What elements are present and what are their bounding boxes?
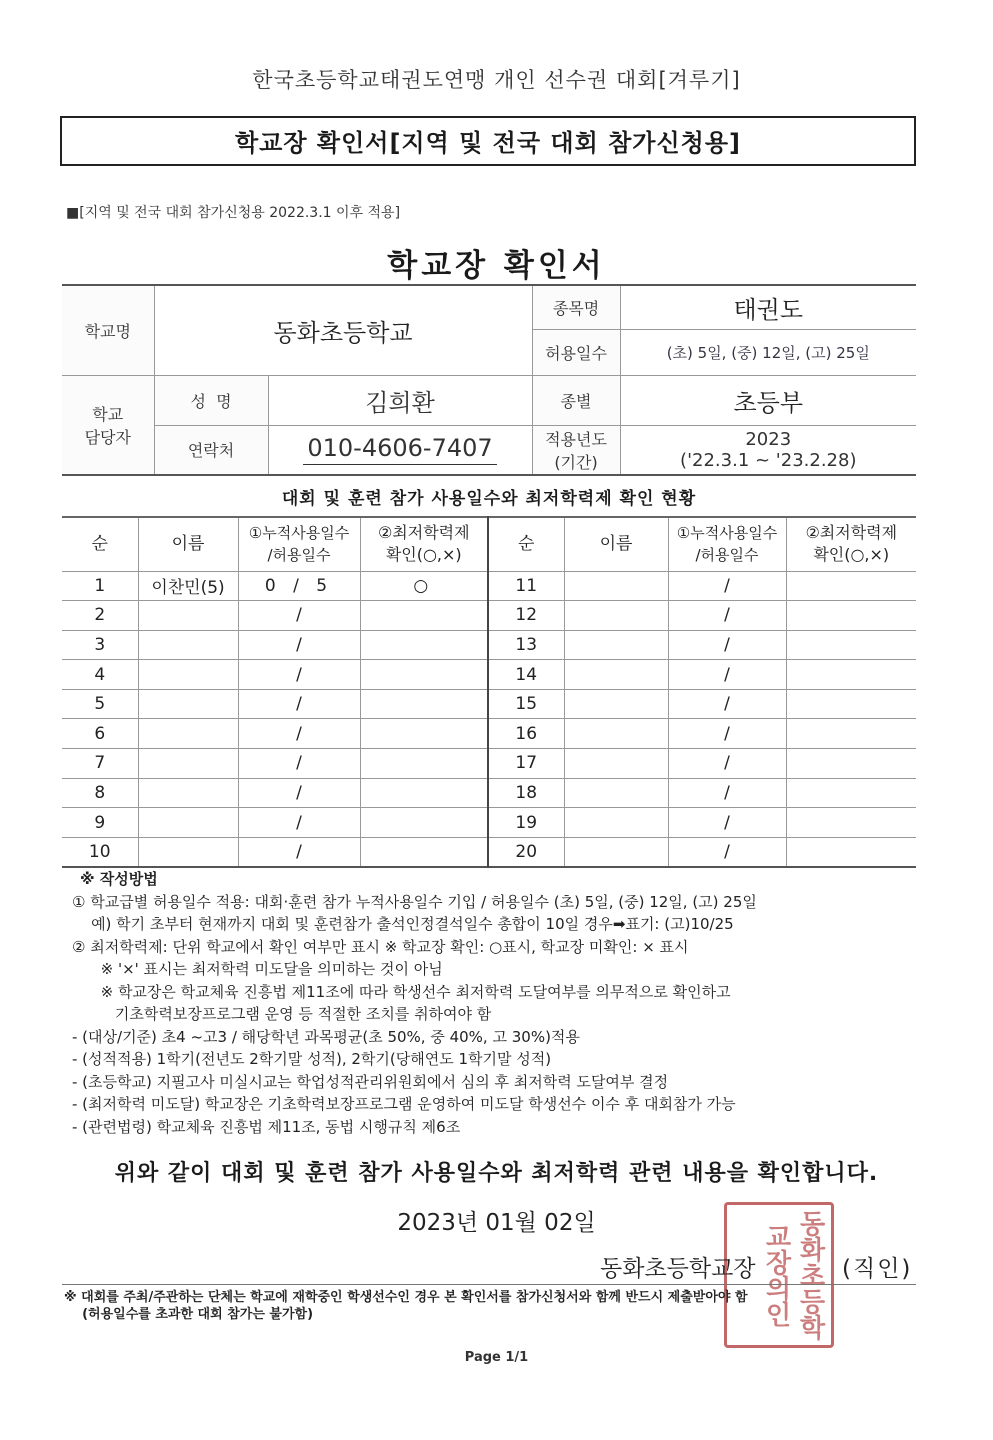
col-header-days (238, 517, 360, 571)
row-name (138, 808, 238, 838)
year-label-line2: (기간) (554, 452, 598, 472)
allowed-days-label: 허용일수 (532, 329, 620, 375)
row-days: / (238, 837, 360, 867)
table-row (62, 630, 916, 660)
row-days: / (238, 601, 360, 631)
table-row (62, 571, 916, 601)
row-no: 2 (62, 601, 138, 631)
form-boxed-title: 학교장 확인서[지역 및 전국 대회 참가신청용] (60, 116, 916, 166)
row-check-right (786, 571, 916, 601)
seal-role-label: (직인) (842, 1256, 913, 1282)
row-no: 1 (62, 571, 138, 601)
col-header-check-right-line2: 확인(○,×) (813, 545, 890, 565)
row-days: / (238, 749, 360, 779)
row-no-right: 16 (488, 719, 564, 749)
row-check (360, 601, 488, 631)
school-manager-label (62, 375, 154, 475)
table-row (62, 749, 916, 779)
year-value (620, 425, 916, 475)
row-days-right: / (668, 749, 786, 779)
row-check (360, 689, 488, 719)
col-header-days-right-line2: /허용일수 (695, 546, 759, 565)
row-days-right: / (668, 719, 786, 749)
row-check: ○ (360, 571, 488, 601)
school-name-value: 동화초등학교 (154, 285, 532, 375)
footnote-divider (62, 1284, 916, 1285)
row-no: 4 (62, 660, 138, 690)
row-days-right: / (668, 601, 786, 631)
year-value-line1: 2023 (745, 428, 792, 450)
col-header-check-right-line1: ②최저학력제 (805, 523, 898, 543)
row-name-right (564, 689, 668, 719)
school-manager-label-line2: 담당자 (84, 427, 131, 447)
row-check (360, 808, 488, 838)
row-name-right (564, 630, 668, 660)
row-check-right (786, 808, 916, 838)
table-row (62, 719, 916, 749)
contact-label: 연락처 (154, 425, 268, 475)
row-name (138, 837, 238, 867)
year-label (532, 425, 620, 475)
school-manager-label-line1: 학교 (92, 404, 124, 424)
row-check (360, 837, 488, 867)
table-row (62, 689, 916, 719)
row-no: 8 (62, 778, 138, 808)
event-value: 태권도 (620, 285, 916, 329)
col-header-name: 이름 (138, 517, 238, 571)
col-header-no: 순 (62, 517, 138, 571)
instruction-line: - (대상/기준) 초4 ~고3 / 해당학년 과목평균(초 50%, 중 40%, 고 30%)적용 (72, 1027, 580, 1046)
usage-table (62, 516, 916, 868)
col-header-days-line1: ①누적사용일수 (248, 524, 350, 543)
col-header-days-right (668, 517, 786, 571)
row-name (138, 749, 238, 779)
row-check-right (786, 660, 916, 690)
row-name (138, 630, 238, 660)
instruction-line: ※ 학교장은 학교체육 진흥법 제11조에 따라 학생선수 최저학력 도달여부를 의무적으로 확인하고 (72, 982, 731, 1001)
col-header-check-line2: 확인(○,×) (385, 545, 462, 565)
manager-name-value: 김희환 (268, 375, 532, 425)
table-row (62, 660, 916, 690)
row-no: 6 (62, 719, 138, 749)
row-no-right: 19 (488, 808, 564, 838)
principal-name: 동화초등학교장 (600, 1256, 756, 1282)
row-days: / (238, 808, 360, 838)
row-check (360, 630, 488, 660)
instructions-heading: ※ 작성방법 (80, 870, 158, 888)
footnote (64, 1289, 934, 1323)
footnote-line2: (허용일수를 초과한 대회 참가는 불가함) (64, 1307, 314, 1322)
row-days-right: / (668, 778, 786, 808)
row-no-right: 15 (488, 689, 564, 719)
row-name-right (564, 571, 668, 601)
instruction-line: - (성적적용) 1학기(전년도 2학기말 성적), 2학기(당해연도 1학기말 성적) (72, 1050, 552, 1068)
allowed-days-value: (초) 5일, (중) 12일, (고) 25일 (620, 329, 916, 375)
row-name-right (564, 719, 668, 749)
col-header-check-right (786, 517, 916, 571)
official-seal-stamp: 동화초등학교장의인 (724, 1202, 834, 1348)
row-name-right (564, 660, 668, 690)
competition-title: 한국초등학교태권도연맹 개인 선수권 대회[겨루기] (252, 68, 741, 92)
contact-value: 010-4606-7407 (303, 434, 496, 465)
category-label: 종별 (532, 375, 620, 425)
footnote-line1: ※ 대회를 주최/주관하는 단체는 학교에 재학중인 학생선수인 경우 본 확인서를 참가신청서와 함께 반드시 제출받아야 함 (64, 1290, 748, 1305)
row-name-right (564, 837, 668, 867)
row-check (360, 719, 488, 749)
row-no: 3 (62, 630, 138, 660)
year-label-line1: 적용년도 (545, 429, 607, 449)
row-no: 7 (62, 749, 138, 779)
instruction-line: ※ '×' 표시는 최저학력 미도달을 의미하는 것이 아님 (72, 960, 443, 978)
row-no: 10 (62, 837, 138, 867)
col-header-days-right-line1: ①누적사용일수 (676, 524, 778, 543)
table-row (62, 778, 916, 808)
row-days-right: / (668, 630, 786, 660)
confirmation-statement: 위와 같이 대회 및 훈련 참가 사용일수와 최저학력 관련 내용을 확인합니다. (114, 1161, 879, 1186)
row-days: / (238, 689, 360, 719)
row-no-right: 20 (488, 837, 564, 867)
instruction-line: 기초학력보장프로그램 운영 등 적절한 조치를 취하여야 함 (72, 1005, 492, 1023)
row-check-right (786, 837, 916, 867)
row-name (138, 778, 238, 808)
row-no: 9 (62, 808, 138, 838)
row-days: / (238, 630, 360, 660)
row-days-right: / (668, 689, 786, 719)
row-no-right: 12 (488, 601, 564, 631)
instruction-line: ② 최저학력제: 단위 학교에서 확인 여부만 표시 ※ 학교장 확인: ○표시, 학교장 미확인: × 표시 (72, 937, 689, 956)
row-days-right: / (668, 660, 786, 690)
col-header-no-right: 순 (488, 517, 564, 571)
usage-section-title: 대회 및 훈련 참가 사용일수와 최저학력제 확인 현황 (281, 489, 697, 509)
instruction-line: - (최저학력 미도달) 학교장은 기초학력보장프로그램 운영하여 미도달 학생선수 이수 후 대회참가 가능 (72, 1095, 736, 1113)
row-no-right: 14 (488, 660, 564, 690)
document-title: 학교장 확인서 (387, 248, 606, 284)
row-name (138, 660, 238, 690)
category-value: 초등부 (620, 375, 916, 425)
row-name (138, 601, 238, 631)
instruction-line: - (초등학교) 지필고사 미실시교는 학업성적관리위원회에서 심의 후 최저학력 도달여부 결정 (72, 1072, 669, 1091)
row-check-right (786, 749, 916, 779)
row-name (138, 719, 238, 749)
row-no-right: 18 (488, 778, 564, 808)
row-days: / (238, 719, 360, 749)
instruction-line: ① 학교급별 허용일수 적용: 대회·훈련 참가 누적사용일수 기입 / 허용일수 (초) 5일, (중) 12일, (고) 25일 (72, 892, 757, 911)
row-check-right (786, 778, 916, 808)
row-no-right: 17 (488, 749, 564, 779)
year-value-line2: ('22.3.1 ~ '23.2.28) (680, 449, 857, 471)
col-header-check-line1: ②최저학력제 (377, 523, 470, 543)
table-row (62, 601, 916, 631)
row-check (360, 749, 488, 779)
row-name-right (564, 749, 668, 779)
row-days: / (238, 660, 360, 690)
applicability-note: ■[지역 및 전국 대회 참가신청용 2022.3.1 이후 적용] (66, 205, 401, 221)
row-days: / (238, 778, 360, 808)
row-name-right (564, 778, 668, 808)
col-header-days-line2: /허용일수 (267, 546, 331, 565)
row-name: 이찬민(5) (138, 571, 238, 601)
col-header-name-right: 이름 (564, 517, 668, 571)
table-row (62, 837, 916, 867)
row-check-right (786, 689, 916, 719)
row-days: 0 / 5 (238, 571, 360, 601)
row-check-right (786, 601, 916, 631)
row-days-right: / (668, 571, 786, 601)
row-name (138, 689, 238, 719)
instruction-line: - (관련법령) 학교체육 진흥법 제11조, 동법 시행규칙 제6조 (72, 1117, 461, 1136)
table-row (62, 808, 916, 838)
row-check (360, 778, 488, 808)
page-number: Page 1/1 (464, 1350, 529, 1365)
event-label: 종목명 (532, 285, 620, 329)
row-no-right: 13 (488, 630, 564, 660)
row-check-right (786, 630, 916, 660)
row-days-right: / (668, 837, 786, 867)
instruction-line: 예) 학기 초부터 현재까지 대회 및 훈련참가 출석인정결석일수 총합이 10일 경우➡표기: (고)10/25 (72, 915, 734, 933)
instructions (72, 868, 922, 1138)
col-header-check (360, 517, 488, 571)
row-check (360, 660, 488, 690)
row-name-right (564, 808, 668, 838)
school-name-label: 학교명 (62, 285, 154, 375)
manager-name-label: 성 명 (154, 375, 268, 425)
row-name-right (564, 601, 668, 631)
signature-date: 2023년 01월 02일 (397, 1210, 596, 1236)
row-no: 5 (62, 689, 138, 719)
row-check-right (786, 719, 916, 749)
row-days-right: / (668, 808, 786, 838)
school-info-table (62, 284, 916, 476)
row-no-right: 11 (488, 571, 564, 601)
